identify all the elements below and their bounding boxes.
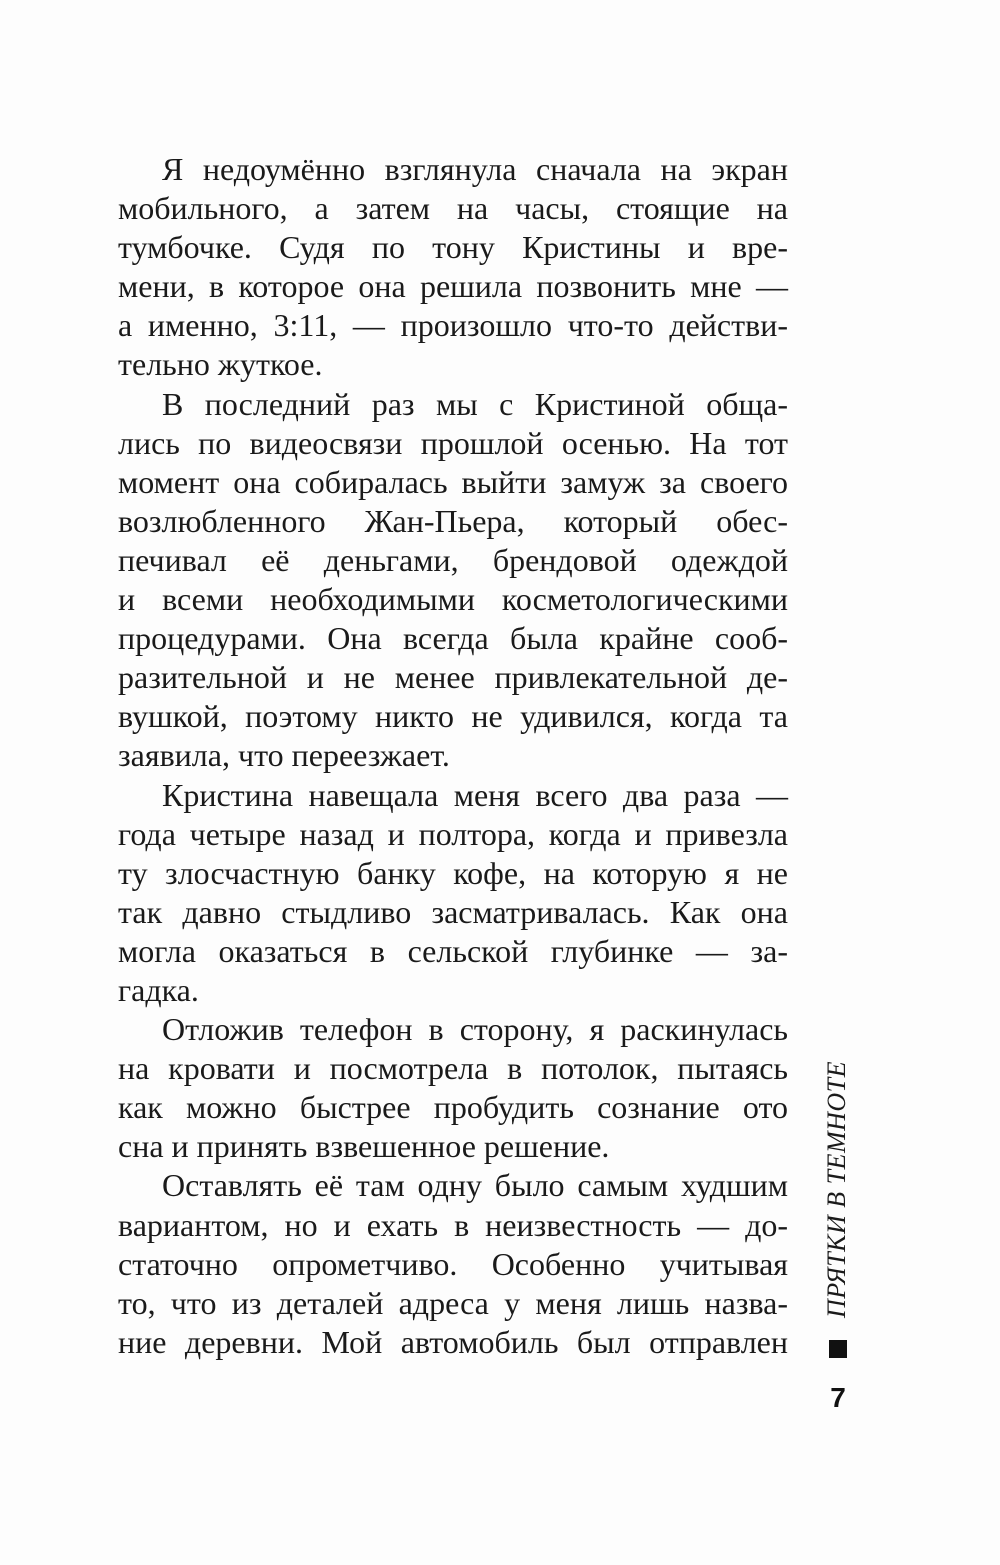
paragraph-5 — [118, 1166, 788, 1361]
text-line: В последний раз мы с Кристиной обща- — [162, 385, 788, 422]
text-line: и всеми необходимыми косметологическими — [118, 581, 788, 618]
paragraph-4 — [118, 1010, 788, 1166]
text-line: тельно жуткое. — [118, 346, 323, 383]
text-line: могла оказаться в сельской глубинке — за- — [118, 932, 788, 969]
text-line: Отложив телефон в сторону, я раскинулась — [162, 1011, 788, 1048]
text-line: Оставлять её там одну было самым худшим — [162, 1167, 788, 1204]
running-title: ПРЯТКИ В ТЕМНОТЕ — [822, 1061, 851, 1318]
text-line: ние деревни. Мой автомобиль был отправлен — [118, 1323, 788, 1360]
paragraph-2 — [118, 385, 788, 776]
text-line: сна и принять взвешенное решение. — [118, 1128, 610, 1165]
text-line: Кристина навещала меня всего два раза — — [162, 776, 788, 813]
text-line: процедурами. Она всегда была крайне сооб- — [118, 620, 788, 657]
text-line: мени, в которое она решила позвонить мне — — [118, 268, 788, 305]
paragraph-3 — [118, 776, 788, 1011]
paragraph-1 — [118, 150, 788, 385]
page-marker-square — [829, 1340, 847, 1358]
text-line: мобильного, а затем на часы, стоящие на — [118, 190, 788, 227]
text-line: тумбочке. Судя по тону Кристины и вре- — [118, 229, 788, 266]
text-line: вушкой, поэтому никто не удивился, когда та — [118, 698, 788, 735]
text-line: статочно опрометчиво. Особенно учитывая — [118, 1245, 788, 1282]
text-line: то, что из деталей адреса у меня лишь назва- — [118, 1284, 788, 1321]
text-line: а именно, 3:11, — произошло что-то действи- — [118, 307, 788, 344]
body-text — [118, 150, 788, 1362]
text-line: заявила, что переезжает. — [118, 737, 450, 774]
text-line: возлюбленного Жан-Пьера, который обес- — [118, 502, 788, 539]
text-line: момент она собиралась выйти замуж за своего — [118, 463, 788, 500]
text-line: Я недоумённо взглянула сначала на экран — [162, 151, 788, 187]
text-line: печивал её деньгами, брендовой одеждой — [118, 541, 788, 578]
text-line: вариантом, но и ехать в неизвестность — до- — [118, 1206, 788, 1243]
text-line: гадка. — [118, 971, 199, 1008]
text-line: ту злосчастную банку кофе, на которую я не — [118, 854, 788, 891]
text-line: так давно стыдливо засматривалась. Как она — [118, 893, 788, 930]
text-line: как можно быстрее пробудить сознание ото — [118, 1089, 788, 1126]
page-number: 7 — [830, 1382, 846, 1413]
text-line: лись по видеосвязи прошлой осенью. На тот — [118, 424, 788, 461]
text-line: разительной и не менее привлекательной де- — [118, 659, 788, 696]
text-line: на кровати и посмотрела в потолок, пытаясь — [118, 1050, 788, 1087]
text-line: года четыре назад и полтора, когда и привезла — [118, 815, 788, 852]
